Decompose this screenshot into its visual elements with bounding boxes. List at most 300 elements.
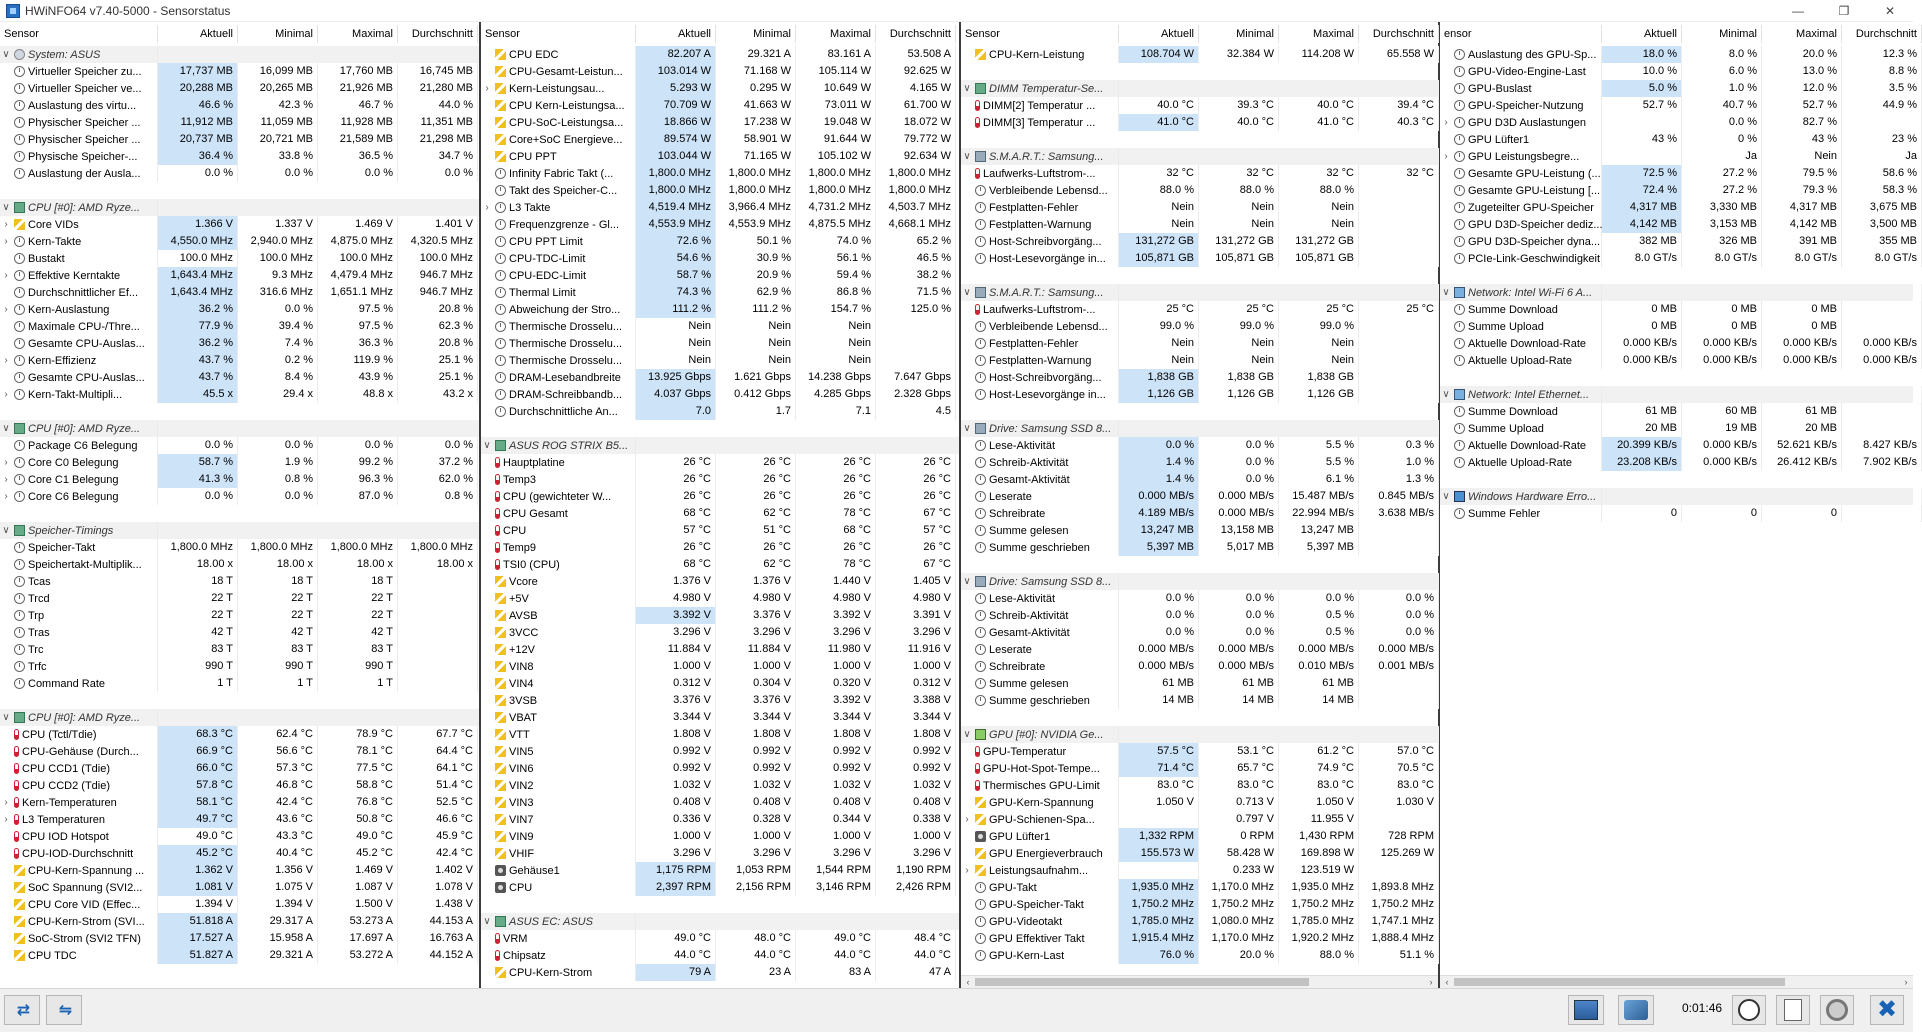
sensor-row[interactable] — [481, 828, 959, 845]
collapse-chevron-icon[interactable]: ∨ — [1442, 389, 1450, 400]
clock-icon — [14, 389, 25, 400]
value-min: 11,059 MB — [238, 114, 318, 131]
sensor-row[interactable] — [481, 301, 959, 318]
double-arrow-left-right-icon: ⇄ — [16, 1002, 28, 1019]
sensor-row[interactable] — [1440, 148, 1917, 165]
sensor-row[interactable] — [961, 471, 1438, 488]
sensor-row[interactable] — [1440, 216, 1917, 233]
sensor-row[interactable] — [481, 471, 959, 488]
sensor-row[interactable] — [0, 318, 479, 335]
sensor-row[interactable] — [481, 709, 959, 726]
expand-chevron-icon[interactable]: › — [4, 270, 8, 281]
sensor-row[interactable] — [961, 335, 1438, 352]
column-header-current[interactable]: Aktuell — [636, 25, 716, 43]
bolt-icon — [495, 661, 506, 672]
sensor-row[interactable] — [961, 369, 1438, 386]
sensor-row[interactable] — [0, 301, 479, 318]
sensor-row[interactable] — [0, 913, 479, 930]
value-max: 26 °C — [796, 488, 876, 505]
sensor-row[interactable] — [961, 760, 1438, 777]
collapse-chevron-icon[interactable]: ∨ — [2, 712, 10, 723]
sensor-row[interactable] — [481, 743, 959, 760]
value-max: 1.087 V — [318, 879, 398, 896]
sensor-row[interactable] — [0, 556, 479, 573]
sensor-name-cell — [961, 522, 1119, 539]
clock-icon — [975, 916, 986, 927]
expand-chevron-icon[interactable]: › — [4, 457, 8, 468]
column-header-max[interactable]: Maximal — [1762, 25, 1842, 43]
sensor-row[interactable] — [481, 131, 959, 148]
sensor-row[interactable] — [0, 471, 479, 488]
sensor-row[interactable] — [0, 828, 479, 845]
sensor-row[interactable] — [481, 930, 959, 947]
minimize-button[interactable]: — — [1792, 4, 1804, 18]
sensor-row[interactable] — [0, 879, 479, 896]
sensor-row[interactable] — [481, 284, 959, 301]
value-avg: 21,298 MB — [398, 131, 478, 148]
sensor-row[interactable] — [1440, 454, 1917, 471]
sensor-row[interactable] — [481, 165, 959, 182]
value-avg: 3.296 V — [876, 624, 956, 641]
sensor-row[interactable] — [961, 454, 1438, 471]
sensor-row[interactable] — [1440, 335, 1917, 352]
sensor-row[interactable] — [0, 896, 479, 913]
sensor-row[interactable] — [0, 811, 479, 828]
column-header-current[interactable]: Aktuell — [158, 25, 238, 43]
column-header-sensor[interactable]: Sensor — [0, 25, 158, 43]
column-header-avg[interactable]: Durchschnitt — [1842, 25, 1922, 43]
sensor-row[interactable] — [0, 641, 479, 658]
sensor-row[interactable] — [481, 845, 959, 862]
sensor-row[interactable] — [481, 80, 959, 97]
sensor-row[interactable] — [961, 896, 1438, 913]
value-current: 49.0 °C — [158, 828, 238, 845]
therm-icon — [14, 831, 19, 842]
column-header-current[interactable]: Aktuell — [1602, 25, 1682, 43]
sensor-row[interactable] — [961, 794, 1438, 811]
collapse-chevron-icon[interactable]: ∨ — [963, 729, 971, 740]
sensor-row[interactable] — [0, 114, 479, 131]
sensor-row[interactable] — [481, 488, 959, 505]
sensor-label: S.M.A.R.T.: Samsung... — [989, 286, 1104, 299]
sensor-row[interactable] — [481, 862, 959, 879]
settings-button[interactable] — [1820, 995, 1854, 1025]
sensor-row[interactable] — [481, 335, 959, 352]
sensor-row[interactable] — [961, 505, 1438, 522]
sensor-row[interactable] — [961, 845, 1438, 862]
sensor-row[interactable] — [0, 165, 479, 182]
sensor-label: GPU D3D-Speicher dediz... — [1468, 218, 1603, 231]
horizontal-scrollbar[interactable] — [1440, 975, 1913, 988]
sensor-row[interactable] — [481, 46, 959, 63]
collapse-chevron-icon[interactable]: ∨ — [483, 440, 491, 451]
sensor-group-header[interactable] — [961, 726, 1438, 743]
sensor-group-header[interactable] — [0, 709, 479, 726]
scroll-left-arrow-icon[interactable]: ‹ — [966, 977, 970, 987]
value-min: 0.0 % — [238, 488, 318, 505]
collapse-chevron-icon[interactable]: ∨ — [963, 576, 971, 587]
sensor-row[interactable] — [961, 947, 1438, 964]
clock-reset-button[interactable] — [1732, 995, 1766, 1025]
sensor-row[interactable] — [0, 777, 479, 794]
sensor-row[interactable] — [481, 590, 959, 607]
column-header-min[interactable]: Minimal — [1199, 25, 1279, 43]
sensor-row[interactable] — [1440, 97, 1917, 114]
value-max: 1,750.2 MHz — [1279, 896, 1359, 913]
value-current: 52.7 % — [1602, 97, 1682, 114]
sensor-row[interactable] — [961, 539, 1438, 556]
expand-chevron-icon[interactable]: › — [4, 355, 8, 366]
sensor-group-header[interactable] — [1440, 386, 1913, 403]
sensor-row[interactable] — [961, 97, 1438, 114]
expand-chevron-icon[interactable]: › — [965, 814, 969, 825]
value-avg: 4,320.5 MHz — [398, 233, 478, 250]
sensor-row[interactable] — [961, 624, 1438, 641]
collapse-chevron-icon[interactable]: ∨ — [963, 83, 971, 94]
close-sensors-button[interactable] — [1870, 995, 1904, 1025]
restore-button[interactable]: ❐ — [1838, 4, 1850, 18]
sensor-row[interactable] — [481, 607, 959, 624]
sensor-row[interactable] — [481, 811, 959, 828]
scrollbar-thumb[interactable] — [975, 978, 1309, 986]
value-current: 1.4 % — [1119, 454, 1199, 471]
expand-chevron-icon[interactable]: › — [4, 236, 8, 247]
sensor-row[interactable] — [1440, 199, 1917, 216]
value-max: 79.3 % — [1762, 182, 1842, 199]
sensor-row[interactable] — [481, 386, 959, 403]
clock-icon — [975, 593, 986, 604]
column-header-avg[interactable]: Durchschnitt — [1359, 25, 1439, 43]
sensor-row[interactable] — [961, 437, 1438, 454]
expand-chevron-icon[interactable]: › — [4, 389, 8, 400]
sensor-group-header[interactable] — [961, 148, 1438, 165]
sensor-row[interactable] — [481, 522, 959, 539]
value-min: 0.0 % — [238, 301, 318, 318]
sensor-row[interactable] — [0, 216, 479, 233]
sensor-row[interactable] — [0, 80, 479, 97]
value-current: Nein — [636, 318, 716, 335]
sensor-group-header[interactable] — [961, 573, 1438, 590]
sensor-row[interactable] — [481, 216, 959, 233]
sensor-row[interactable] — [961, 114, 1438, 131]
sensor-row[interactable] — [481, 641, 959, 658]
sensor-row[interactable] — [481, 947, 959, 964]
sensor-row[interactable] — [481, 879, 959, 896]
sensor-row[interactable] — [481, 318, 959, 335]
sensor-row[interactable] — [961, 233, 1438, 250]
value-avg: 0.408 V — [876, 794, 956, 811]
expand-chevron-icon[interactable]: › — [4, 304, 8, 315]
sensor-row[interactable] — [0, 488, 479, 505]
column-header-sensor[interactable]: ensor — [1440, 25, 1602, 43]
column-header-max[interactable]: Maximal — [796, 25, 876, 43]
expand-chevron-icon[interactable]: › — [4, 814, 8, 825]
sensor-row[interactable] — [1440, 131, 1917, 148]
sensor-row[interactable] — [481, 675, 959, 692]
sensor-row[interactable] — [0, 454, 479, 471]
column-header-max[interactable]: Maximal — [318, 25, 398, 43]
value-avg: 44.152 A — [398, 947, 478, 964]
sensor-row[interactable] — [0, 369, 479, 386]
sensor-row[interactable] — [961, 165, 1438, 182]
sensor-row[interactable] — [0, 930, 479, 947]
sensor-row[interactable] — [0, 148, 479, 165]
sensor-row[interactable] — [961, 675, 1438, 692]
sensor-row[interactable] — [481, 573, 959, 590]
value-current: 41.0 °C — [1119, 114, 1199, 131]
sensor-group-header[interactable] — [0, 199, 479, 216]
sensor-row[interactable] — [481, 233, 959, 250]
sensor-row[interactable] — [481, 777, 959, 794]
sensor-group-header[interactable] — [481, 437, 959, 454]
collapse-chevron-icon[interactable]: ∨ — [2, 423, 10, 434]
sensor-row[interactable] — [1440, 301, 1913, 318]
sensor-row[interactable] — [481, 403, 959, 420]
expand-chevron-icon[interactable]: › — [1444, 151, 1448, 162]
value-avg: 92.634 W — [876, 148, 956, 165]
sensor-row[interactable] — [961, 46, 1438, 63]
clock-icon — [975, 389, 986, 400]
sensor-row[interactable] — [961, 301, 1438, 318]
sensor-row[interactable] — [0, 573, 479, 590]
sensor-row[interactable] — [481, 114, 959, 131]
column-header-min[interactable]: Minimal — [1682, 25, 1762, 43]
collapse-chevron-icon[interactable]: ∨ — [2, 49, 10, 60]
expand-chevron-icon[interactable]: › — [4, 474, 8, 485]
expand-chevron-icon[interactable]: › — [4, 491, 8, 502]
collapse-chevron-icon[interactable]: ∨ — [963, 423, 971, 434]
sensor-row[interactable] — [481, 148, 959, 165]
sensor-row[interactable] — [481, 267, 959, 284]
value-max: Nein — [796, 352, 876, 369]
value-min: 0.000 MB/s — [1199, 488, 1279, 505]
column-header-min[interactable]: Minimal — [238, 25, 318, 43]
sensor-group-header[interactable] — [1440, 488, 1913, 505]
sensor-row[interactable] — [961, 522, 1438, 539]
value-avg: 25.1 % — [398, 369, 478, 386]
sensor-row[interactable] — [0, 862, 479, 879]
sensor-row[interactable] — [961, 318, 1438, 335]
sensor-row[interactable] — [481, 505, 959, 522]
scrollbar-thumb[interactable] — [1454, 978, 1785, 986]
sensor-row[interactable] — [961, 879, 1438, 896]
sensor-row[interactable] — [961, 352, 1438, 369]
sensor-row[interactable] — [961, 811, 1438, 828]
value-max: 0.992 V — [796, 743, 876, 760]
sensor-row[interactable] — [0, 726, 479, 743]
sensor-group-header[interactable] — [481, 913, 959, 930]
spacer-row — [0, 182, 479, 199]
scroll-right-arrow-icon[interactable]: › — [1904, 977, 1908, 987]
horizontal-scrollbar[interactable] — [961, 975, 1438, 988]
column-header-sensor[interactable]: Sensor — [481, 25, 636, 43]
expand-chevron-icon[interactable]: › — [1444, 117, 1448, 128]
sensor-group-header[interactable] — [961, 80, 1438, 97]
sensor-group-header[interactable] — [0, 420, 479, 437]
value-avg — [1359, 811, 1439, 828]
sensor-row[interactable] — [961, 386, 1438, 403]
sensor-name-cell — [0, 199, 158, 216]
sensor-row[interactable] — [481, 369, 959, 386]
expand-chevron-icon[interactable]: › — [4, 797, 8, 808]
sensor-row[interactable] — [1440, 182, 1917, 199]
sensor-row[interactable] — [961, 777, 1438, 794]
value-avg: 53.508 A — [876, 46, 956, 63]
sensor-row[interactable] — [1440, 165, 1917, 182]
sensor-row[interactable] — [1440, 46, 1917, 63]
sensor-row[interactable] — [481, 250, 959, 267]
sensor-row[interactable] — [0, 947, 479, 964]
sensor-row[interactable] — [0, 658, 479, 675]
sensor-row[interactable] — [1440, 63, 1917, 80]
sensor-row[interactable] — [961, 641, 1438, 658]
sensor-row[interactable] — [0, 675, 479, 692]
sensor-group-header[interactable] — [0, 46, 479, 63]
value-avg — [1359, 233, 1439, 250]
sync-button[interactable] — [1618, 995, 1654, 1025]
collapse-chevron-icon[interactable]: ∨ — [1442, 287, 1450, 298]
sensor-row[interactable] — [961, 607, 1438, 624]
clock-icon — [1454, 355, 1465, 366]
sensor-row[interactable] — [1440, 233, 1917, 250]
sensor-row[interactable] — [481, 97, 959, 114]
column-header-min[interactable]: Minimal — [716, 25, 796, 43]
sensor-row[interactable] — [961, 692, 1438, 709]
sensor-row[interactable] — [481, 794, 959, 811]
bolt-icon — [495, 712, 506, 723]
sensor-row[interactable] — [961, 216, 1438, 233]
sensor-row[interactable] — [0, 760, 479, 777]
sensor-row[interactable] — [961, 182, 1438, 199]
collapse-chevron-icon[interactable]: ∨ — [963, 287, 971, 298]
value-min — [1199, 573, 1279, 590]
sensor-row[interactable] — [0, 845, 479, 862]
sensor-row[interactable] — [481, 556, 959, 573]
sensor-row[interactable] — [961, 250, 1438, 267]
sensor-row[interactable] — [961, 743, 1438, 760]
sensor-row[interactable] — [1440, 437, 1917, 454]
sensor-row[interactable] — [961, 913, 1438, 930]
sensor-row[interactable] — [0, 284, 479, 301]
nav-collapse-button[interactable] — [46, 995, 82, 1025]
value-avg: 0.0 % — [398, 437, 478, 454]
sensor-row[interactable] — [0, 335, 479, 352]
sensor-row[interactable] — [481, 199, 959, 216]
therm-icon — [975, 780, 980, 791]
sensor-row[interactable] — [961, 488, 1438, 505]
sensor-row[interactable] — [0, 267, 479, 284]
collapse-chevron-icon[interactable]: ∨ — [2, 525, 10, 536]
sensor-row[interactable] — [481, 352, 959, 369]
value-avg: 26 °C — [876, 454, 956, 471]
sensor-row[interactable] — [1440, 318, 1913, 335]
sensor-row[interactable] — [481, 658, 959, 675]
sensor-row[interactable] — [1440, 403, 1913, 420]
sensor-row[interactable] — [1440, 250, 1917, 267]
collapse-chevron-icon[interactable]: ∨ — [963, 151, 971, 162]
collapse-chevron-icon[interactable]: ∨ — [483, 916, 491, 927]
sensor-row[interactable] — [961, 828, 1438, 845]
sensor-group-header[interactable] — [0, 522, 479, 539]
expand-chevron-icon[interactable]: › — [965, 865, 969, 876]
sensor-row[interactable] — [1440, 114, 1913, 131]
sensor-row[interactable] — [481, 182, 959, 199]
sensor-row[interactable] — [0, 386, 479, 403]
sensor-row[interactable] — [0, 97, 479, 114]
sensor-row[interactable] — [0, 131, 479, 148]
column-header-max[interactable]: Maximal — [1279, 25, 1359, 43]
collapse-chevron-icon[interactable]: ∨ — [1442, 491, 1450, 502]
scroll-left-arrow-icon[interactable]: ‹ — [1445, 977, 1449, 987]
sensor-row[interactable] — [481, 454, 959, 471]
sensor-row[interactable] — [961, 930, 1438, 947]
sensor-row[interactable] — [0, 624, 479, 641]
sensor-row[interactable] — [0, 63, 479, 80]
sensor-name-cell — [481, 233, 636, 250]
report-button[interactable] — [1776, 995, 1810, 1025]
sensor-row[interactable] — [481, 726, 959, 743]
close-window-button[interactable]: ✕ — [1884, 4, 1896, 18]
column-header-current[interactable]: Aktuell — [1119, 25, 1199, 43]
expand-chevron-icon[interactable]: › — [4, 219, 8, 230]
sensor-group-header[interactable] — [961, 420, 1438, 437]
sensor-group-header[interactable] — [961, 284, 1438, 301]
sensor-row[interactable] — [0, 794, 479, 811]
network-monitor-button[interactable] — [1568, 995, 1604, 1025]
scroll-right-arrow-icon[interactable]: › — [1429, 977, 1433, 987]
column-header-avg[interactable]: Durchschnitt — [876, 25, 956, 43]
value-min: 1,838 GB — [1199, 369, 1279, 386]
sensor-row[interactable] — [0, 743, 479, 760]
value-avg: 1.401 V — [398, 216, 478, 233]
sensor-row[interactable] — [1440, 420, 1913, 437]
sensor-row[interactable] — [0, 607, 479, 624]
sensor-row[interactable] — [0, 437, 479, 454]
sensor-row[interactable] — [961, 199, 1438, 216]
sensor-row[interactable] — [481, 692, 959, 709]
sensor-row[interactable] — [0, 250, 479, 267]
sensor-row[interactable] — [481, 63, 959, 80]
sensor-row[interactable] — [0, 352, 479, 369]
sensor-row[interactable] — [1440, 505, 1913, 522]
sensor-label: TSI0 (CPU) — [503, 558, 560, 571]
sensor-row[interactable] — [0, 590, 479, 607]
therm-icon — [14, 763, 19, 774]
nav-expand-button[interactable] — [4, 995, 40, 1025]
sensor-row[interactable] — [481, 964, 959, 981]
sensor-group-header[interactable] — [1440, 284, 1913, 301]
sensor-row[interactable] — [481, 624, 959, 641]
sensor-row[interactable] — [1440, 80, 1917, 97]
sensor-row[interactable] — [961, 862, 1438, 879]
sensor-row[interactable] — [961, 658, 1438, 675]
sensor-row[interactable] — [1440, 352, 1917, 369]
value-max — [796, 913, 876, 930]
sensor-label: DIMM[3] Temperatur ... — [983, 116, 1096, 129]
column-header-avg[interactable]: Durchschnitt — [398, 25, 478, 43]
expand-chevron-icon[interactable]: › — [485, 83, 489, 94]
sensor-row[interactable] — [481, 760, 959, 777]
bolt-icon — [14, 865, 25, 876]
expand-chevron-icon[interactable]: › — [485, 202, 489, 213]
value-avg: 23 % — [1842, 131, 1922, 148]
sensor-row[interactable] — [481, 539, 959, 556]
sensor-row[interactable] — [0, 539, 479, 556]
sensor-row[interactable] — [0, 233, 479, 250]
collapse-chevron-icon[interactable]: ∨ — [2, 202, 10, 213]
sensor-row[interactable] — [961, 590, 1438, 607]
column-header-sensor[interactable]: Sensor — [961, 25, 1119, 43]
